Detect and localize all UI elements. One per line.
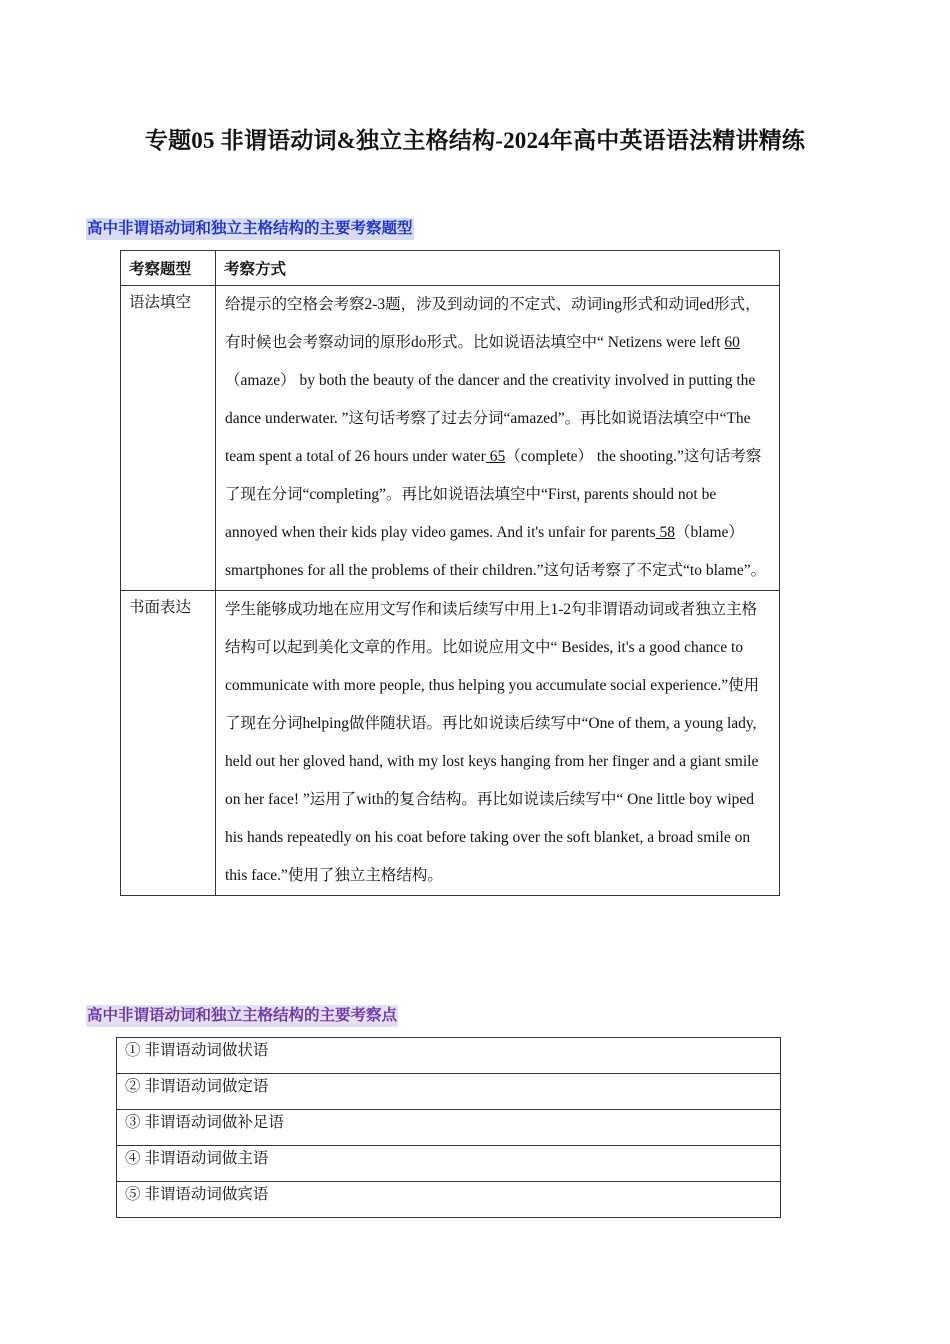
table-header-row (121, 251, 780, 286)
list-item (117, 1110, 781, 1146)
key-point: ④ 非谓语动词做主语 (117, 1146, 781, 1182)
question-types-table (120, 250, 780, 896)
key-point: ③ 非谓语动词做补足语 (117, 1110, 781, 1146)
header-method: 考察方式 (216, 251, 780, 286)
row-method-text (224, 286, 771, 590)
method-text-part: （complete） the shooting.”这句话考察了现在分词“completing”。再比如说语法填空中“First, parents should not be annoyed when their kids play video games. And it's unfair for parents (225, 448, 762, 541)
page-title: 专题05 非谓语动词&独立主格结构-2024年高中英语语法精讲精练 (144, 128, 806, 153)
blank-number: 60 (724, 334, 740, 351)
section-heading-question-types: 高中非谓语动词和独立主格结构的主要考察题型 (86, 218, 414, 240)
list-item (117, 1074, 781, 1110)
list-item (117, 1038, 781, 1074)
blank-number: 65 (485, 448, 506, 465)
table-row (121, 286, 780, 591)
row-type-text: 书面表达 (129, 599, 192, 616)
blank-number: 58 (655, 524, 676, 541)
key-point: ① 非谓语动词做状语 (117, 1038, 781, 1074)
list-item (117, 1182, 781, 1218)
list-item (117, 1146, 781, 1182)
key-points-table (116, 1037, 781, 1218)
row-type-label (121, 591, 216, 896)
row-type-text: 语法填空 (129, 294, 192, 311)
method-text-part: 给提示的空格会考察2-3题，涉及到动词的不定式、动词ing形式和动词ed形式，有时候也会考察动词的原形do形式。比如说语法填空中“ Netizens were left (225, 296, 761, 351)
method-text-part: （blame） smartphones for all the problems of their children.”这句话考察了不定式“to blame”。 (225, 524, 767, 579)
row-method-cell (216, 286, 780, 591)
key-point: ② 非谓语动词做定语 (117, 1074, 781, 1110)
row-type-label (121, 286, 216, 591)
method-text-part: （amaze） by both the beauty of the dancer and the creativity involved in putting the dance underwater. ”这句话考察了过去分词“amazed”。再比如说语法填空中“The team spent a total of 26 hours under water (225, 372, 756, 465)
header-type: 考察题型 (121, 251, 216, 286)
section-heading-key-points: 高中非谓语动词和独立主格结构的主要考察点 (86, 1005, 398, 1027)
key-point: ⑤ 非谓语动词做宾语 (117, 1182, 781, 1218)
row-method-cell (216, 591, 780, 896)
table-row (121, 591, 780, 896)
row-method-text: 学生能够成功地在应用文写作和读后续写中用上1-2句非谓语动词或者独立主格结构可以起到美化文章的作用。比如说应用文中“ Besides, it's a good chance to communicate with more people, thus helping you accumulate social experience.”使用了现在分词helping做伴随状语。再比如说读后续写中“One of them, a young lady, held out her gloved hand, with my lost keys hanging from her finger and a giant smile on her face! ”运用了with的复合结构。再比如说读后续写中“ One little boy wiped his hands repeatedly on his coat before taking over the soft blanket, a broad smile on this face.”使用了独立主格结构。 (225, 601, 760, 884)
